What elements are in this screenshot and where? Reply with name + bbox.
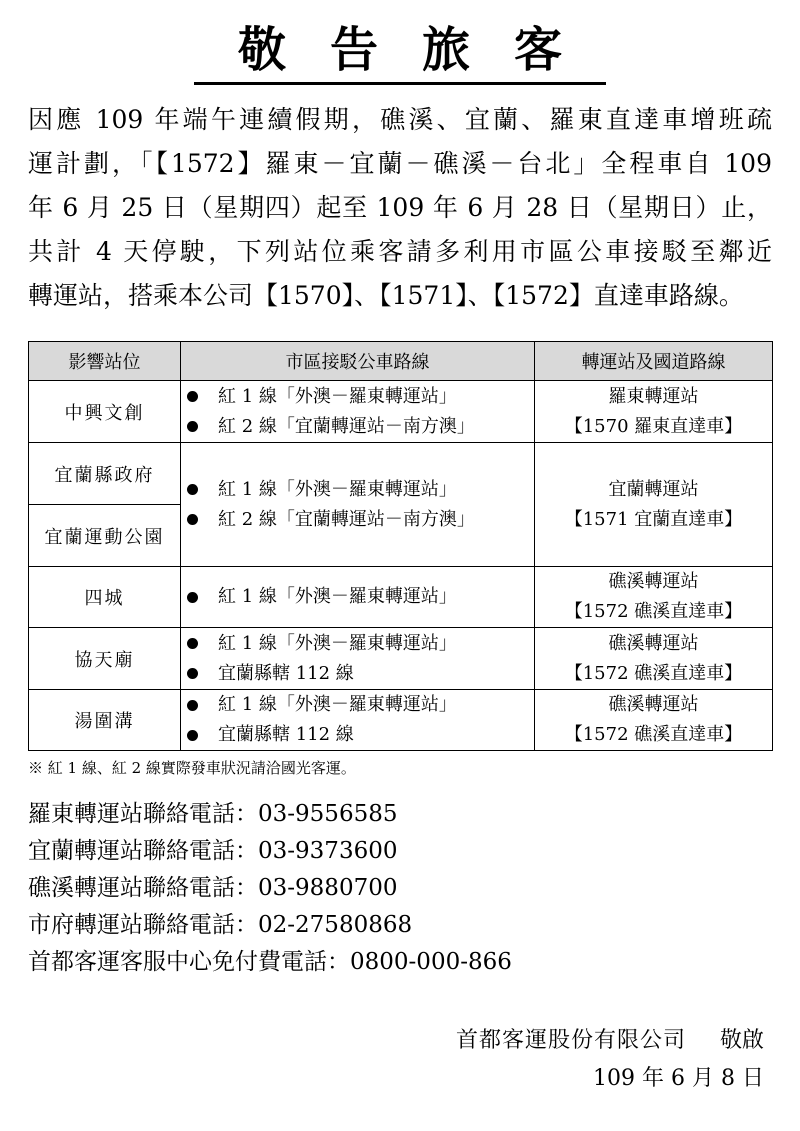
transfer-cell: 宜蘭轉運站 【1571 宜蘭直達車】 xyxy=(535,443,773,567)
bus-route-item: 紅 1 線「外澳－羅東轉運站」 xyxy=(187,629,534,659)
station-cell: 宜蘭運動公園 xyxy=(29,505,181,567)
transfer-cell: 礁溪轉運站 【1572 礁溪直達車】 xyxy=(535,690,773,751)
header-bus-routes: 市區接駁公車路線 xyxy=(181,342,535,381)
contact-line: 礁溪轉運站聯絡電話：03-9880700 xyxy=(28,875,398,901)
contact-line: 宜蘭轉運站聯絡電話：03-9373600 xyxy=(28,838,398,864)
affected-stations-table xyxy=(28,341,773,751)
bullet-icon xyxy=(187,638,198,649)
bus-route-item: 紅 1 線「外澳－羅東轉運站」 xyxy=(187,582,534,612)
intro-line: 共計 4 天停駛，下列站位乘客請多利用市區公車接駁至鄰近 xyxy=(28,237,772,266)
bus-route-item: 紅 1 線「外澳－羅東轉運站」 xyxy=(187,382,534,412)
table-row xyxy=(29,690,773,751)
bullet-icon xyxy=(187,391,198,402)
contact-line: 市府轉運站聯絡電話：02-27580868 xyxy=(28,912,413,938)
station-cell: 湯圍溝 xyxy=(29,690,181,751)
transfer-cell: 礁溪轉運站 【1572 礁溪直達車】 xyxy=(535,628,773,690)
table-row xyxy=(29,628,773,690)
bullet-icon xyxy=(187,700,198,711)
bullet-icon xyxy=(187,514,198,525)
intro-line: 年 6 月 25 日（星期四）起至 109 年 6 月 28 日（星期日）止， xyxy=(28,193,772,222)
bullet-icon xyxy=(187,484,198,495)
station-cell: 四城 xyxy=(29,567,181,628)
station-cell: 中興文創 xyxy=(29,381,181,443)
intro-line: 運計劃，「【1572】羅東－宜蘭－礁溪－台北」全程車自 109 xyxy=(28,149,772,178)
header-transfer: 轉運站及國道路線 xyxy=(535,342,773,381)
station-cell: 協天廟 xyxy=(29,628,181,690)
bullet-icon xyxy=(187,592,198,603)
bus-route-item: 紅 1 線「外澳－羅東轉運站」 xyxy=(187,690,534,720)
header-station: 影響站位 xyxy=(29,342,181,381)
bus-route-item: 紅 2 線「宜蘭轉運站－南方澳」 xyxy=(187,505,534,535)
contact-list xyxy=(28,796,512,981)
notice-title-wrap xyxy=(0,18,800,85)
bus-route-item: 宜蘭縣轄 112 線 xyxy=(187,659,534,689)
table-footnote: ※ 紅 1 線、紅 2 線實際發車狀況請洽國光客運。 xyxy=(28,759,356,777)
intro-line: 轉運站，搭乘本公司【1570】、【1571】、【1572】直達車路線。 xyxy=(28,281,744,310)
bus-routes-cell xyxy=(181,690,535,751)
bus-routes-cell xyxy=(181,381,535,443)
bus-route-item: 紅 2 線「宜蘭轉運站－南方澳」 xyxy=(187,412,534,442)
intro-line: 因應 109 年端午連續假期，礁溪、宜蘭、羅東直達車增班疏 xyxy=(28,105,772,134)
notice-title: 敬告旅客 xyxy=(194,18,606,85)
signature-date: 109 年 6 月 8 日 xyxy=(593,1066,764,1091)
table-row xyxy=(29,567,773,628)
table-header-row xyxy=(29,342,773,381)
transfer-cell: 羅東轉運站 【1570 羅東直達車】 xyxy=(535,381,773,443)
bus-routes-cell xyxy=(181,443,535,567)
bus-route-item: 宜蘭縣轄 112 線 xyxy=(187,720,534,750)
bus-routes-cell xyxy=(181,567,535,628)
bullet-icon xyxy=(187,668,198,679)
table-row xyxy=(29,443,773,505)
contact-line: 首都客運客服中心免付費電話：0800-000-866 xyxy=(28,949,512,975)
signature-company: 首都客運股份有限公司 xyxy=(455,1028,686,1053)
station-cell: 宜蘭縣政府 xyxy=(29,443,181,505)
signature-block xyxy=(456,1022,764,1098)
bus-routes-cell xyxy=(181,628,535,690)
signature-salute: 敬啟 xyxy=(719,1028,764,1053)
bullet-icon xyxy=(187,730,198,741)
intro-paragraph xyxy=(28,98,772,318)
contact-line: 羅東轉運站聯絡電話：03-9556585 xyxy=(28,801,398,827)
bus-route-item: 紅 1 線「外澳－羅東轉運站」 xyxy=(187,475,534,505)
table-row xyxy=(29,381,773,443)
transfer-cell: 礁溪轉運站 【1572 礁溪直達車】 xyxy=(535,567,773,628)
bullet-icon xyxy=(187,421,198,432)
